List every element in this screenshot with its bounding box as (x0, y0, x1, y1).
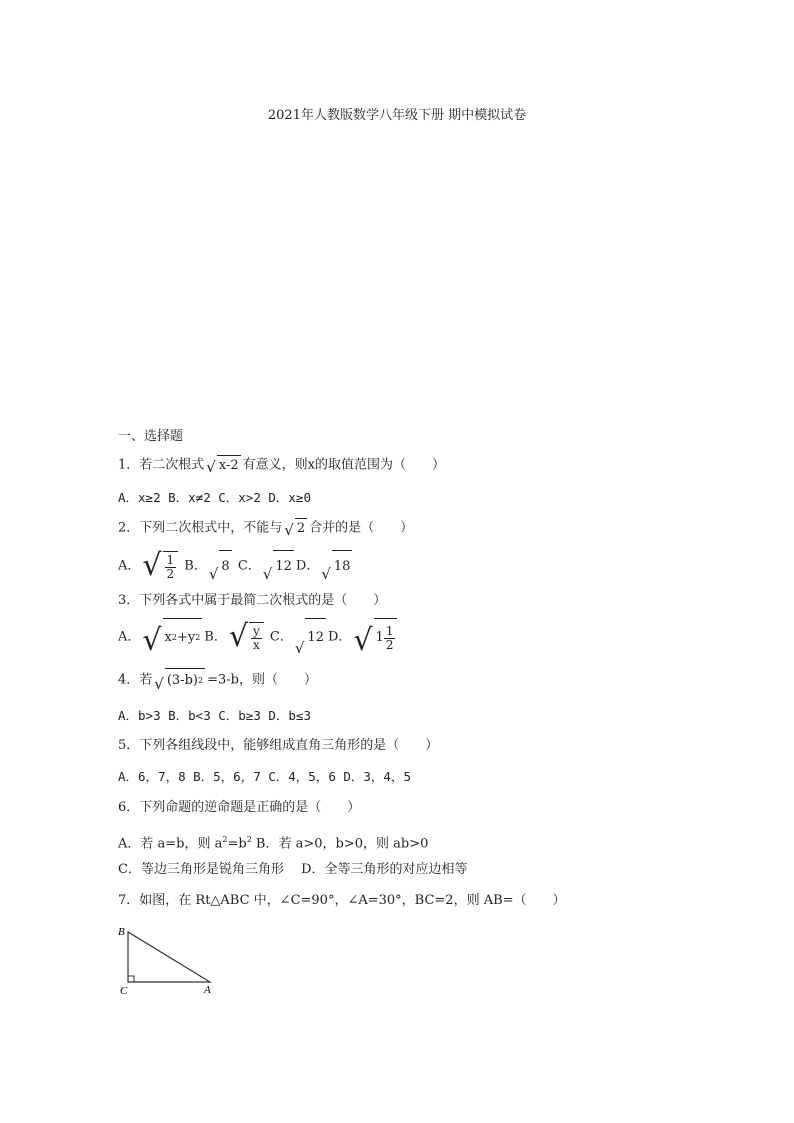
q2-stem-end: 合并的是（ ） (309, 520, 414, 536)
vertex-label-a: A (204, 984, 211, 996)
q4-options: A．b>3 B．b<3 C．b≥3 D．b≤3 (118, 708, 311, 723)
q4-stem-end: =3-b，则（ ） (207, 672, 317, 688)
q6-options-ab: A．若 a=b，则 $a^2=b^2$ B．若 a>0，b>0，则 ab>0 (118, 835, 429, 852)
triangle-figure (116, 926, 216, 998)
q2-options (118, 550, 354, 582)
question-4 (118, 668, 317, 692)
q6-options-cd: C．等边三角形是锐角三角形 D．全等三角形的对应边相等 (118, 862, 468, 877)
question-2 (118, 518, 413, 538)
q4-radical: √ (3-b) 2 (154, 668, 205, 692)
page-title: 2021年人教版数学八年级下册 期中模拟试卷 (267, 108, 527, 123)
q3-option-b: √ $\frac{y}{x}$ (229, 622, 264, 652)
q3-option-d-label: D． (327, 629, 352, 645)
q2-option-a-label: A． (118, 558, 141, 574)
q3-option-b-label: B． (204, 629, 227, 645)
question-1 (118, 455, 445, 475)
question-3: 3．下列各式中属于最简二次根式的是（ ） (118, 593, 387, 608)
q3-option-a-label: A． (118, 629, 141, 645)
vertex-label-c: C (120, 985, 128, 997)
q2-option-b: √ 8 (209, 550, 232, 582)
q2-option-c-label: C． (237, 558, 261, 574)
q2-option-c: √ 12 (263, 550, 294, 582)
q3-option-c-label: C． (269, 629, 293, 645)
right-angle-mark (128, 976, 134, 982)
question-5: 5．下列各组线段中，能够组成直角三角形的是（ ） (118, 738, 439, 753)
q1-radical: √ x-2 (206, 455, 240, 475)
vertex-label-b: B (118, 926, 125, 938)
q3-options (118, 618, 399, 656)
q5-options: A．6，7，8 B．5，6，7 C．4，5，6 D．3，4，5 (118, 769, 411, 784)
q3-option-d: √ 1 $\frac{1}{2}$ (353, 618, 397, 656)
question-7: 7．如图，在 Rt△ABC 中，∠C=90°，∠A=30°，BC=2，则 AB=（ ） (118, 893, 566, 908)
section-heading: 一、选择题 (118, 429, 184, 444)
triangle-abc (128, 932, 210, 982)
q2-option-b-label: B． (184, 558, 207, 574)
q2-radical: √ 2 (284, 518, 307, 538)
q1-stem-start: 1．若二次根式 (118, 457, 205, 473)
q1-options: A．x≥2 B．x≠2 C．x>2 D．x≥0 (118, 490, 311, 505)
q3-option-a: √ x 2 +y 2 (142, 618, 202, 656)
q2-option-d: √ 18 (321, 550, 352, 582)
q1-stem-end: 有意义，则x的取值范围为（ ） (242, 457, 445, 473)
q2-option-d-label: D． (295, 558, 320, 574)
q3-option-c: √ 12 (295, 618, 326, 656)
q2-option-a: √ $\frac{1}{2}$ (142, 551, 178, 581)
q4-stem-start: 4．若 (118, 672, 153, 688)
q2-stem-start: 2．下列二次根式中，不能与 (118, 520, 283, 536)
question-6: 6．下列命题的逆命题是正确的是（ ） (118, 800, 361, 815)
